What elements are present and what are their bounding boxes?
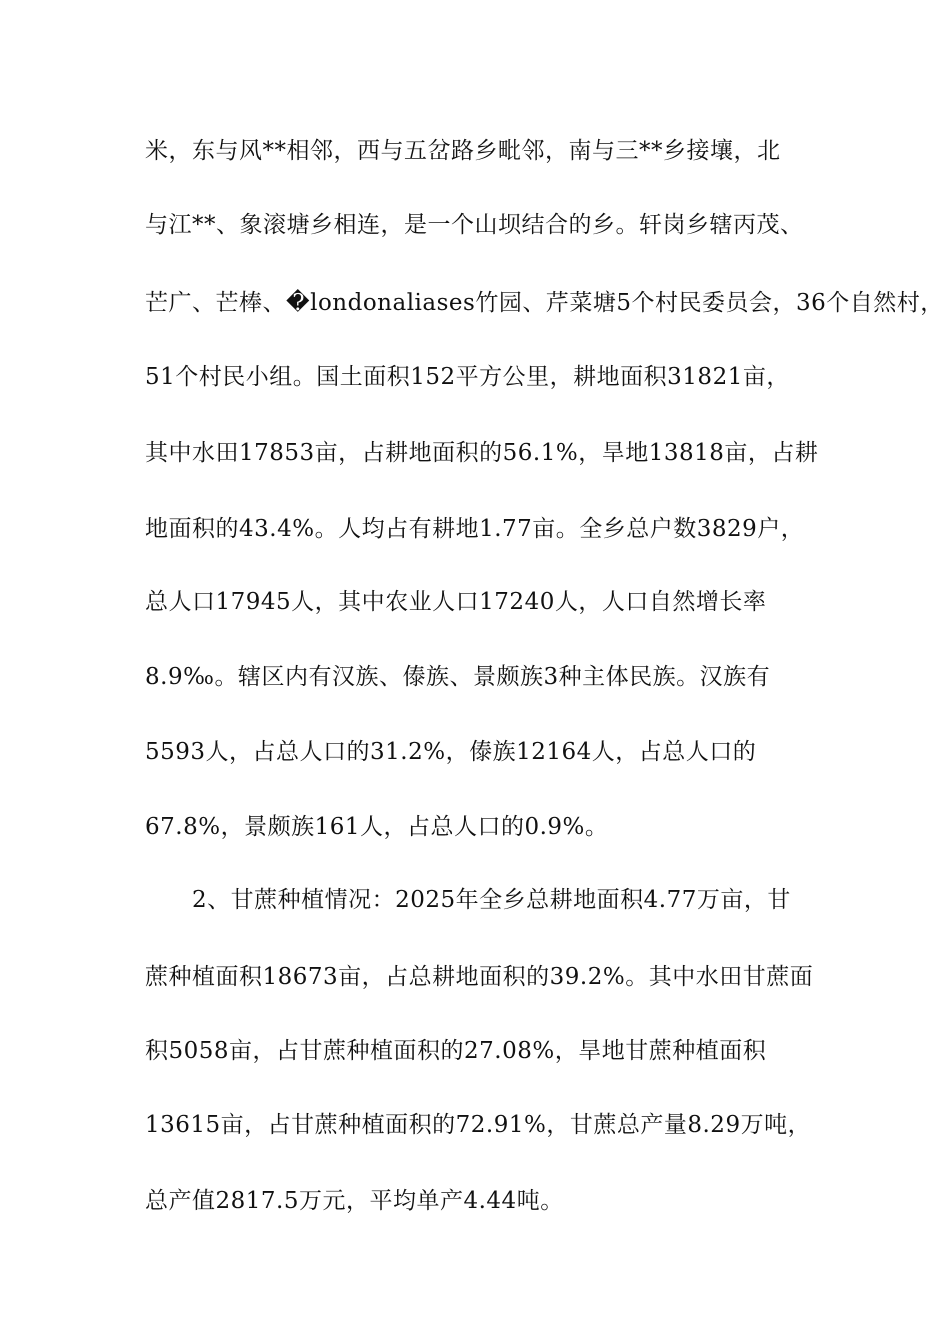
paragraph-1-line-8: 8.9‰。辖区内有汉族、傣族、景颇族3种主体民族。汉族有 [145,664,771,690]
paragraph-1-line-10: 67.8%，景颇族161人，占总人口的0.9%。 [145,814,609,840]
paragraph-1-line-5: 其中水田17853亩，占耕地面积的56.1%，旱地13818亩，占耕 [145,440,819,466]
paragraph-2-line-3: 积5058亩，占甘蔗种植面积的27.08%，旱地甘蔗种植面积 [145,1038,767,1064]
paragraph-1-line-1: 米，东与风**相邻，西与五岔路乡毗邻，南与三**乡接壤，北 [145,138,781,164]
paragraph-1-line-9: 5593人，占总人口的31.2%，傣族12164人，占总人口的 [145,739,757,765]
paragraph-2-line-2: 蔗种植面积18673亩，占总耕地面积的39.2%。其中水田甘蔗面 [145,964,814,990]
paragraph-1-line-4: 51个村民小组。国土面积152平方公里，耕地面积31821亩， [145,364,790,390]
paragraph-2-line-4: 13615亩，占甘蔗种植面积的72.91%，甘蔗总产量8.29万吨， [145,1112,812,1138]
paragraph-2-line-1: 2、甘蔗种植情况：2025年全乡总耕地面积4.77万亩，甘 [192,887,791,913]
paragraph-1-line-7: 总人口17945人，其中农业人口17240人，人口自然增长率 [145,589,767,615]
paragraph-1-line-6: 地面积的43.4%。人均占有耕地1.77亩。全乡总户数3829户， [145,516,805,542]
paragraph-2-line-5: 总产值2817.5万元，平均单产4.44吨。 [145,1188,564,1214]
paragraph-1-line-2: 与江**、象滚塘乡相连，是一个山坝结合的乡。轩岗乡辖丙茂、 [145,212,804,238]
paragraph-1-line-3: 芒广、芒棒、�londonaliases竹园、芹菜塘5个村民委员会，36个自然村， [145,290,944,316]
